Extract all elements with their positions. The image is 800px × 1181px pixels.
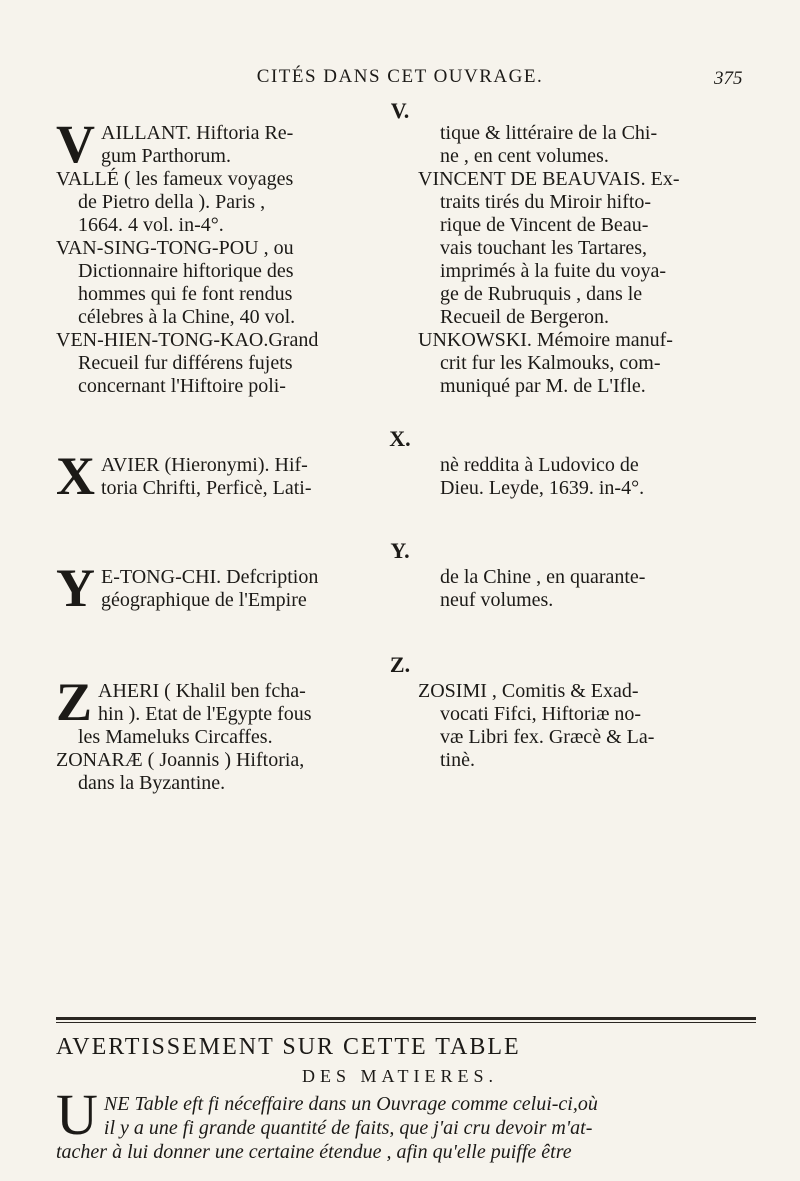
entry-line: vocati Fifci, Hiftoriæ no- [440,703,642,725]
entry-line: imprimés à la fuite du voya- [440,260,667,282]
entry-line: ge de Rubruquis , dans le [440,283,643,305]
entry-line: vais touchant les Tartares, [440,237,648,259]
drop-cap-z: Z [56,672,93,732]
column-v-right [418,122,758,398]
column-y-left [56,558,406,618]
entry-line: muniqué par M. de L'Ifle. [440,375,646,397]
entry-line: AILLANT. Hiftoria Re- [101,122,294,144]
section-divider [56,1017,756,1020]
section-heading-v: V. [390,98,410,123]
entry-line: hommes qui fe font rendus [78,283,293,305]
entry-line: ZOSIMI , Comitis & Exad- [418,680,639,702]
running-head: CITÉS DANS CET OUVRAGE. [256,66,544,87]
entry-line: nè reddita à Ludovico de [440,454,639,476]
entry-line: hin ). Etat de l'Egypte fous [98,703,312,725]
entry-line: AVIER (Hieronymi). Hif- [101,454,308,476]
entry-line: dans la Byzantine. [78,772,226,794]
entry-line: concernant l'Hiftoire poli- [78,375,286,397]
entry-line: ne , en cent volumes. [440,145,609,167]
drop-cap-y: Y [56,558,95,618]
column-x-right [418,454,758,500]
avertissement-body [56,1082,756,1164]
drop-cap-u: U [56,1082,98,1147]
entry-line: ZONARÆ ( Joannis ) Hiftoria, [56,749,305,771]
entry-line: E-TONG-CHI. Defcription [101,566,319,588]
section-heading-x: X. [389,426,411,451]
entry-line: neuf volumes. [440,589,554,611]
entry-line: traits tirés du Miroir hifto- [440,191,652,213]
section-heading-y: Y. [390,538,410,563]
section-heading-z: Z. [389,652,411,677]
avertissement-heading: AVERTISSEMENT SUR CETTE TABLE [56,1034,521,1060]
drop-cap-v: V [56,114,95,174]
entry-line: gum Parthorum. [101,145,231,167]
avertissement-subheading: DES MATIERES. [301,1066,498,1086]
entry-line: VEN-HIEN-TONG-KAO.Grand [56,329,319,351]
entry-line: les Mameluks Circaffes. [78,726,273,748]
section-divider-thin [56,1022,756,1023]
entry-line: VALLÉ ( les fameux voyages [56,168,294,190]
entry-line: toria Chrifti, Perficè, Lati- [101,477,312,499]
column-v-left [56,114,406,398]
column-y-right [418,566,758,612]
entry-line: crit fur les Kalmouks, com- [440,352,661,374]
entry-line: væ Libri fex. Græcè & La- [440,726,655,748]
entry-line: Dieu. Leyde, 1639. in-4°. [440,477,645,499]
entry-line: tinè. [440,749,475,771]
body-line: tacher à lui donner une certaine étendue , afin qu'elle puiffe être [56,1141,572,1163]
entry-line: 1664. 4 vol. in-4°. [78,214,224,236]
entry-line: rique de Vincent de Beau- [440,214,649,236]
entry-line: célebres à la Chine, 40 vol. [78,306,296,328]
entry-line: VINCENT DE BEAUVAIS. Ex- [418,168,680,190]
entry-line: AHERI ( Khalil ben fcha- [98,680,306,702]
column-z-right [418,680,758,772]
entry-line: de la Chine , en quarante- [440,566,646,588]
entry-line: de Pietro della ). Paris , [78,191,266,213]
entry-line: Dictionnaire hiftorique des [78,260,294,282]
entry-line: UNKOWSKI. Mémoire manuf- [418,329,673,351]
entry-line: VAN-SING-TONG-POU , ou [56,237,294,259]
drop-cap-x: X [56,446,95,506]
body-line: NE Table eft fi néceffaire dans un Ouvrage comme celui-ci,où [103,1093,598,1115]
column-x-left [56,446,406,506]
entry-line: tique & littéraire de la Chi- [440,122,658,144]
entry-line: géographique de l'Empire [101,589,307,611]
entry-line: Recueil de Bergeron. [440,306,610,328]
column-z-left [56,672,406,795]
body-line: il y a une fi grande quantité de faits, que j'ai cru devoir m'at- [103,1117,593,1139]
entry-line: Recueil fur différens fujets [78,352,293,374]
page-number: 375 [714,68,743,89]
